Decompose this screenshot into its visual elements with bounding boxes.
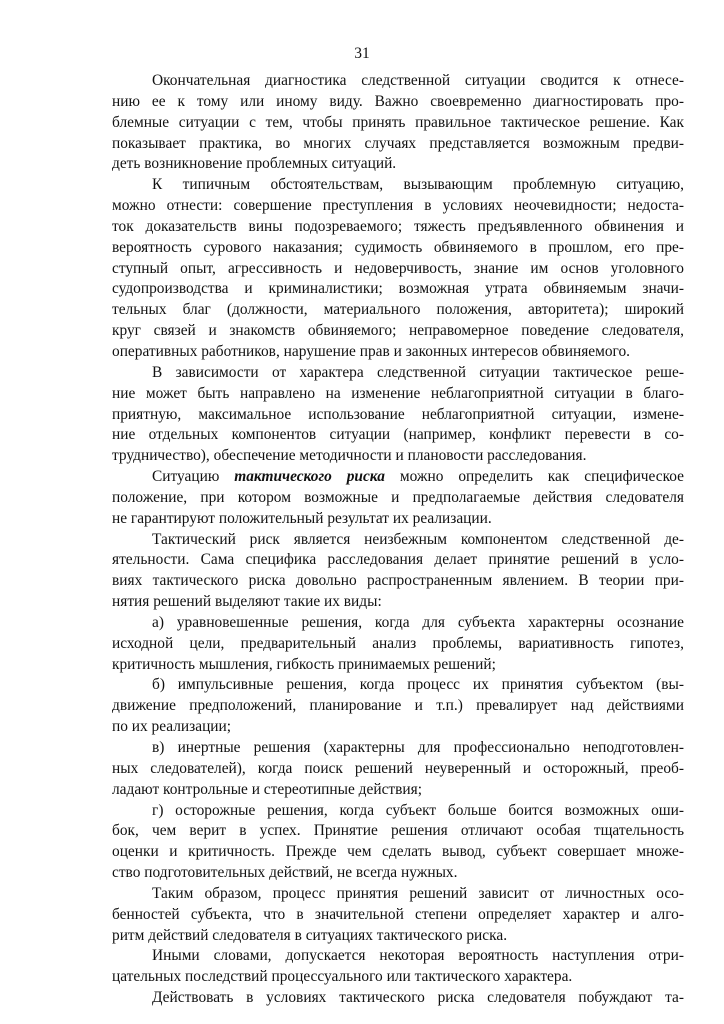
text-line: ние может быть направлено на изменение неблагоприятной ситуации в благо- bbox=[112, 384, 684, 402]
text-line: Таким образом, процесс принятия решений зависит от личностных осо- bbox=[152, 884, 684, 902]
emphasized-term: тактического риска bbox=[234, 468, 385, 486]
text-line: исходной цели, предварительный анализ проблемы, вариативность гипотез, bbox=[112, 634, 684, 652]
text-line: не гарантируют положительный результат их реализации. bbox=[112, 509, 492, 527]
list-item-line: б) импульсивные решения, когда процесс их принятия субъектом (вы- bbox=[152, 676, 684, 694]
text-line: по их реализации; bbox=[112, 718, 232, 736]
text-line: цательных последствий процессуального или тактического характера. bbox=[112, 968, 573, 986]
text-line: Действовать в условиях тактического риска следователя побуждают та- bbox=[152, 989, 684, 1007]
text-line: деть возникновение проблемных ситуаций. bbox=[112, 155, 397, 173]
text-line: ных следователей), когда поиск решений неуверенный и осторожный, преоб- bbox=[112, 759, 684, 777]
text-line: виях тактического риска довольно распространенным явлением. В теории при- bbox=[112, 572, 684, 590]
text-line: ток доказательств вины подозреваемого; тяжесть предъявленного обвинения и bbox=[112, 217, 684, 235]
list-item-line: г) осторожные решения, когда субъект больше боится возможных оши- bbox=[152, 801, 684, 819]
page-number: 31 bbox=[354, 45, 370, 62]
text-line: нятия решений выделяют такие их виды: bbox=[112, 593, 382, 611]
text-line: показывает практика, во многих случаях представляется возможным предви- bbox=[112, 134, 684, 152]
text-line: В зависимости от характера следственной ситуации тактическое реше- bbox=[152, 363, 684, 381]
text-line-emphasis bbox=[112, 467, 684, 488]
text-line: трудничество), обеспечение методичности и плановости расследования. bbox=[112, 447, 587, 465]
text-line: критичность мышления, гибкость принимаемых решений; bbox=[112, 655, 496, 673]
list-item-line: в) инертные решения (характерны для профессионально неподготовлен- bbox=[152, 739, 684, 756]
text-line: ступный опыт, агрессивность и недоверчивость, знание им основ уголовного bbox=[112, 259, 684, 277]
text-line: ние отдельных компонентов ситуации (например, конфликт перевести в со- bbox=[112, 426, 684, 444]
text-line: блемные ситуации с тем, чтобы принять правильное тактическое решение. Как bbox=[112, 113, 684, 131]
text-line: бенностей субъекта, что в значительной степени определяет характер и алго- bbox=[112, 905, 684, 923]
list-item-line: а) уравновешенные решения, когда для субъекта характерны осознание bbox=[152, 613, 684, 631]
text-line: ладают контрольные и стереотипные действия; bbox=[112, 780, 422, 798]
text-line: оценки и критичность. Прежде чем сделать вывод, субъект совершает множе- bbox=[112, 843, 684, 861]
text-line: ство подготовительных действий, не всегда нужных. bbox=[112, 864, 458, 882]
text-line: ятельности. Сама специфика расследования делает принятие решений в усло- bbox=[112, 551, 684, 569]
text-line: Окончательная диагностика следственной ситуации сводится к отнесе- bbox=[152, 72, 684, 89]
text-line: приятную, максимальное использование неблагоприятной ситуации, измене- bbox=[112, 405, 684, 423]
text-line: судопроизводства и криминалистики; возможная утрата обвиняемым значи- bbox=[112, 280, 684, 298]
text-line: К типичным обстоятельствам, вызывающим проблемную ситуацию, bbox=[152, 176, 684, 194]
text-line: Тактический риск является неизбежным компонентом следственной де- bbox=[152, 530, 684, 548]
text-line: движение предположений, планирование и т.п.) превалирует над действиями bbox=[112, 697, 684, 715]
text-fragment: можно определить как специфическое bbox=[384, 468, 685, 486]
text-line: тельных благ (должности, материального положения, авторитета); широкий bbox=[112, 301, 684, 319]
text-line: нию ее к тому или иному виду. Важно своевременно диагностировать про- bbox=[112, 92, 684, 110]
text-line: положение, при котором возможные и предполагаемые действия следователя bbox=[112, 488, 684, 506]
text-fragment: Ситуацию bbox=[152, 468, 235, 486]
text-line: вероятность сурового наказания; судимость обвиняемого в прошлом, его пре- bbox=[112, 238, 684, 256]
text-line: бок, чем верит в успех. Принятие решения отличают особая тщательность bbox=[112, 822, 684, 840]
text-line: круг связей и знакомств обвиняемого; неправомерное поведение следователя, bbox=[112, 322, 684, 340]
text-line: можно отнести: совершение преступления в условиях неочевидности; недоста- bbox=[112, 197, 684, 215]
body-text bbox=[112, 71, 684, 1009]
text-line: оперативных работников, нарушение прав и законных интересов обвиняемого. bbox=[112, 342, 631, 360]
text-line: ритм действий следователя в ситуациях тактического риска. bbox=[112, 926, 508, 944]
text-line: Иными словами, допускается некоторая вероятность наступления отри- bbox=[152, 947, 684, 965]
